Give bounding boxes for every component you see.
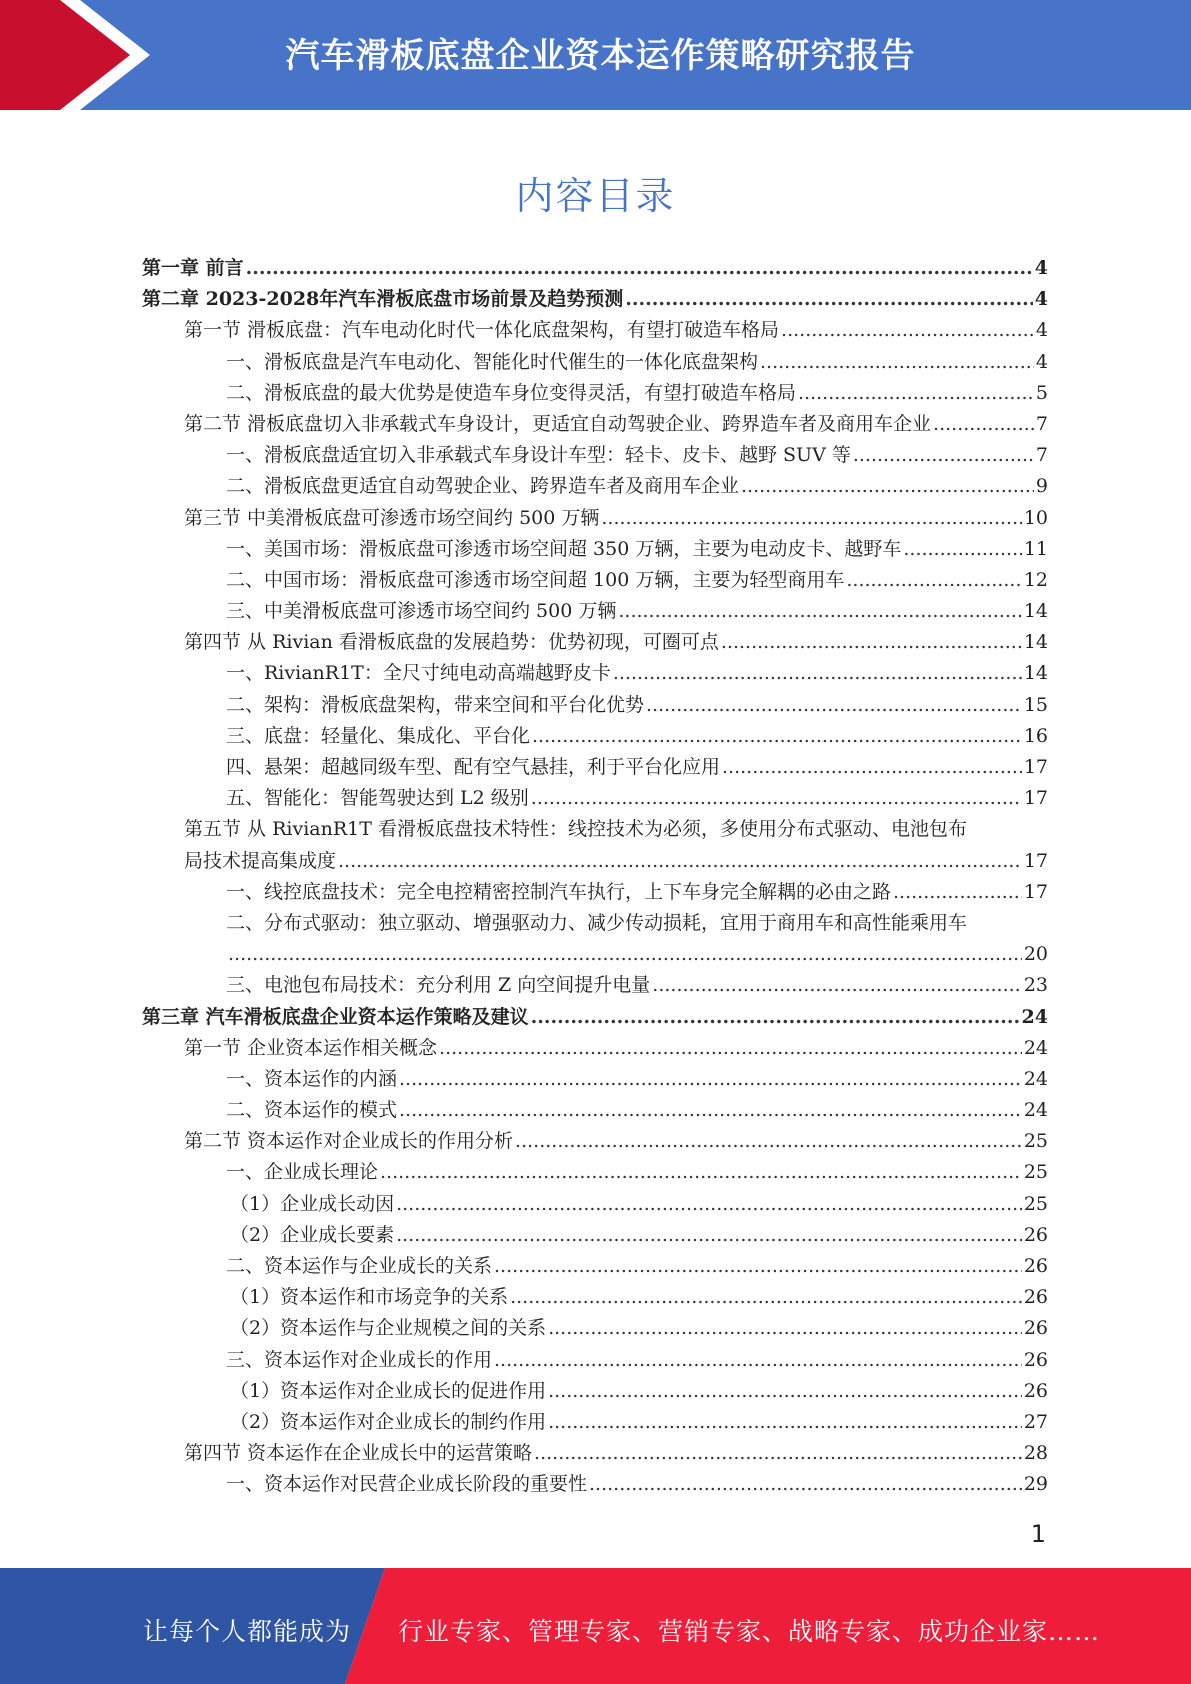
toc-dot-leader (532, 721, 1022, 752)
toc-entry[interactable] (142, 627, 1048, 658)
toc-entry[interactable] (142, 596, 1048, 627)
toc-entry-title: 一、RivianR1T：全尺寸纯电动高端越野皮卡 (226, 662, 611, 685)
toc-entry-title: 二、滑板底盘的最大优势是使造车身位变得灵活，有望打破造车格局 (226, 381, 797, 404)
toc-entry-title: 四、悬架：超越同级车型、配有空气悬挂，利于平台化应用 (226, 756, 721, 778)
toc-entry-page: 17 (1023, 756, 1048, 778)
toc-entry-title: 一、滑板底盘适宜切入非承载式车身设计车型：轻卡、皮卡、越野 SUV 等 (226, 444, 851, 467)
toc-entry-page: 17 (1023, 849, 1048, 872)
toc-entry-page: 25 (1023, 1161, 1048, 1184)
toc-entry-title: （1）企业成长动因 (230, 1192, 395, 1215)
toc-entry-title: 第三章 汽车滑板底盘企业资本运作策略及建议 (142, 1005, 529, 1028)
toc-entry-title: 二、滑板底盘更适宜自动驾驶企业、跨界造车者及商用车企业 (226, 475, 740, 498)
toc-dot-leader (246, 253, 1033, 284)
toc-entry-page: 26 (1023, 1223, 1048, 1246)
toc-entry-title: （2）企业成长要素 (230, 1223, 395, 1246)
toc-entry-page: 26 (1023, 1348, 1048, 1371)
toc-entry-page: 4 (1034, 257, 1048, 279)
toc-entry[interactable] (142, 877, 1048, 908)
toc-entry-page: 4 (1034, 288, 1048, 311)
toc-entry-page: 23 (1023, 974, 1048, 997)
toc-entry[interactable] (142, 534, 1048, 565)
toc-entry-page: 26 (1023, 1286, 1048, 1309)
toc-entry-page: 7 (1035, 444, 1048, 467)
toc-entry-page: 16 (1023, 724, 1048, 747)
toc-dot-leader (903, 534, 1021, 565)
toc-dot-leader (893, 877, 1022, 908)
toc-entry[interactable] (142, 1033, 1048, 1064)
toc-dot-leader (646, 690, 1022, 721)
toc-entry-title: 二、中国市场：滑板底盘可渗透市场空间超 100 万辆，主要为轻型商用车 (226, 568, 845, 591)
toc-entry-title-continued: 局技术提高集成度 (184, 849, 337, 872)
toc-entry[interactable] (142, 409, 1048, 440)
toc-entry[interactable] (142, 1064, 1048, 1095)
toc-entry-page: 25 (1023, 1192, 1048, 1215)
toc-heading: 内容目录 (515, 174, 676, 218)
toc-entry-title: 第二章 2023-2028年汽车滑板底盘市场前景及趋势预测 (142, 288, 624, 311)
toc-entry-title: （1）资本运作对企业成长的促进作用 (230, 1379, 547, 1402)
toc-entry[interactable] (142, 1157, 1048, 1188)
toc-entry-page: 20 (1023, 943, 1048, 966)
toc-entry[interactable] (142, 1095, 1048, 1126)
toc-entry[interactable] (142, 1313, 1048, 1344)
page-header (0, 0, 1191, 110)
toc-entry-title: 第五节 从 RivianR1T 看滑板底盘技术特性：线控技术为必须，多使用分布式驱动、电池包布 (184, 818, 967, 841)
toc-dot-leader (399, 1064, 1022, 1095)
toc-entry[interactable] (142, 1407, 1048, 1438)
toc-entry-title: 第二节 滑板底盘切入非承载式车身设计，更适宜自动驾驶企业、跨界造车者及商用车企业 (184, 412, 932, 435)
footer-slogan-right: 行业专家、管理专家、营销专家、战略专家、成功企业家…… (398, 1617, 1101, 1646)
toc-entry-page: 14 (1023, 662, 1048, 685)
page-footer (0, 1568, 1191, 1684)
toc-dot-leader (933, 409, 1034, 440)
toc-entry[interactable] (142, 503, 1048, 534)
toc-dot-leader (510, 1282, 1022, 1313)
toc-entry[interactable] (142, 658, 1048, 689)
toc-entry-page: 17 (1023, 787, 1048, 810)
toc-entry[interactable] (142, 1376, 1048, 1407)
toc-entry-title: 第一节 滑板底盘：汽车电动化时代一体化底盘架构，有望打破造车格局 (184, 319, 780, 342)
toc-entry-title: 第二节 资本运作对企业成长的作用分析 (184, 1130, 514, 1153)
toc-entry-page: 17 (1023, 880, 1048, 903)
toc-dot-leader (548, 1313, 1022, 1344)
toc-entry-page: 5 (1035, 381, 1048, 404)
toc-dot-leader (396, 1220, 1022, 1251)
toc-dot-leader (494, 1251, 1022, 1282)
toc-entry-page: 28 (1023, 1442, 1048, 1465)
toc-entry-page: 4 (1035, 350, 1048, 373)
toc-entry-page: 15 (1023, 693, 1048, 716)
toc-entry-page: 24 (1023, 1036, 1048, 1059)
toc-dot-leader (741, 471, 1034, 502)
toc-entry-page: 24 (1023, 1067, 1048, 1090)
toc-entry[interactable] (142, 1220, 1048, 1251)
toc-entry-page: 26 (1023, 1379, 1048, 1402)
toc-entry[interactable] (142, 1002, 1048, 1033)
toc-entry[interactable] (142, 1189, 1048, 1220)
toc-entry-title: 二、资本运作的模式 (226, 1099, 398, 1122)
toc-dot-leader (613, 658, 1022, 689)
toc-entry-title: 三、电池包布局技术：充分利用 Z 向空间提升电量 (226, 974, 651, 997)
toc-dot-leader (846, 565, 1021, 596)
toc-entry[interactable] (142, 1282, 1048, 1313)
toc-dot-leader (494, 1345, 1022, 1376)
toc-entry[interactable] (142, 783, 1048, 814)
toc-entry-page: 25 (1023, 1130, 1048, 1153)
toc-dot-leader (534, 1438, 1022, 1469)
toc-dot-leader (531, 783, 1022, 814)
toc-entry[interactable] (142, 315, 1048, 346)
toc-dot-leader (439, 1033, 1022, 1064)
toc-entry-page: 7 (1035, 412, 1048, 435)
toc-entry[interactable] (142, 970, 1048, 1001)
toc-entry-title: 第一章 前言 (142, 257, 244, 279)
table-of-contents (142, 253, 1048, 1501)
toc-entry-page: 11 (1023, 537, 1048, 560)
toc-entry-title: 一、资本运作对民营企业成长阶段的重要性 (226, 1473, 588, 1496)
toc-entry-title: （2）资本运作与企业规模之间的关系 (230, 1317, 547, 1340)
toc-entry-title: 三、中美滑板底盘可渗透市场空间约 500 万辆 (226, 600, 617, 623)
footer-slogan-left: 让每个人都能成为 (143, 1617, 352, 1646)
toc-dot-leader (515, 1126, 1022, 1157)
toc-entry-title: 第四节 资本运作在企业成长中的运营策略 (184, 1442, 533, 1465)
toc-entry[interactable] (142, 1345, 1048, 1376)
toc-entry-page: 29 (1023, 1473, 1048, 1496)
toc-entry[interactable] (142, 253, 1048, 284)
toc-entry-page: 9 (1035, 475, 1048, 498)
toc-dot-leader (531, 1002, 1020, 1033)
toc-dot-leader (853, 440, 1034, 471)
toc-entry[interactable] (142, 752, 1048, 783)
toc-entry[interactable] (142, 1126, 1048, 1157)
toc-entry[interactable] (142, 471, 1048, 502)
toc-entry[interactable] (142, 1438, 1048, 1469)
toc-dot-leader (722, 752, 1022, 783)
toc-entry-page: 26 (1023, 1317, 1048, 1340)
toc-dot-leader (798, 378, 1034, 409)
toc-dot-leader (618, 596, 1021, 627)
toc-dot-leader (228, 939, 1022, 970)
toc-entry-title: （2）资本运作对企业成长的制约作用 (230, 1410, 547, 1433)
toc-dot-leader (548, 1376, 1022, 1407)
toc-entry-title: 第一节 企业资本运作相关概念 (184, 1036, 438, 1059)
toc-dot-leader (338, 846, 1022, 877)
toc-entry-title: （1）资本运作和市场竞争的关系 (230, 1286, 509, 1309)
toc-entry-title: 五、智能化：智能驾驶达到 L2 级别 (226, 787, 529, 810)
toc-dot-leader (601, 503, 1021, 534)
toc-entry-title: 二、架构：滑板底盘架构，带来空间和平台化优势 (226, 693, 645, 716)
toc-entry[interactable] (142, 908, 1048, 970)
toc-entry-page: 10 (1023, 506, 1048, 529)
toc-entry[interactable] (142, 814, 1048, 876)
toc-dot-leader (760, 347, 1034, 378)
toc-entry-page: 14 (1023, 600, 1048, 623)
toc-entry-title: 第四节 从 Rivian 看滑板底盘的发展趋势：优势初现，可圈可点 (184, 631, 719, 654)
toc-entry-title: 一、资本运作的内涵 (226, 1067, 398, 1090)
toc-dot-leader (399, 1095, 1022, 1126)
toc-entry-page: 27 (1023, 1410, 1048, 1433)
toc-dot-leader (652, 970, 1022, 1001)
toc-dot-leader (781, 315, 1034, 346)
report-title: 汽车滑板底盘企业资本运作策略研究报告 (285, 36, 916, 76)
toc-entry[interactable] (142, 1251, 1048, 1282)
toc-entry[interactable] (142, 284, 1048, 315)
toc-entry-page: 26 (1023, 1255, 1048, 1277)
toc-entry-title: 三、底盘：轻量化、集成化、平台化 (226, 724, 531, 747)
toc-entry-page: 4 (1035, 319, 1048, 342)
toc-entry[interactable] (142, 1469, 1048, 1500)
toc-dot-leader (396, 1189, 1022, 1220)
toc-entry-page: 24 (1023, 1099, 1048, 1122)
toc-dot-leader (548, 1407, 1022, 1438)
toc-entry[interactable] (142, 721, 1048, 752)
toc-entry-title: 三、资本运作对企业成长的作用 (226, 1348, 493, 1371)
toc-entry-title: 一、滑板底盘是汽车电动化、智能化时代催生的一体化底盘架构 (226, 350, 759, 373)
page-number: 1 (1030, 1520, 1046, 1548)
toc-entry-title: 一、线控底盘技术：完全电控精密控制汽车执行，上下车身完全解耦的必由之路 (226, 880, 892, 903)
toc-entry-page: 12 (1023, 568, 1048, 591)
toc-entry[interactable] (142, 565, 1048, 596)
toc-dot-leader (625, 284, 1033, 315)
toc-entry[interactable] (142, 347, 1048, 378)
toc-entry-title: 第三节 中美滑板底盘可渗透市场空间约 500 万辆 (184, 506, 600, 529)
toc-entry-page: 14 (1023, 631, 1048, 654)
toc-entry-title: 二、分布式驱动：独立驱动、增强驱动力、减少传动损耗，宜用于商用车和高性能乘用车 (226, 911, 968, 934)
toc-entry[interactable] (142, 440, 1048, 471)
toc-entry-page: 24 (1021, 1005, 1048, 1028)
toc-dot-leader (721, 627, 1022, 658)
toc-entry-title: 一、美国市场：滑板底盘可渗透市场空间超 350 万辆，主要为电动皮卡、越野车 (226, 537, 902, 560)
toc-entry[interactable] (142, 690, 1048, 721)
toc-dot-leader (380, 1157, 1022, 1188)
toc-entry-title: 二、资本运作与企业成长的关系 (226, 1255, 493, 1277)
toc-entry-title: 一、企业成长理论 (226, 1161, 379, 1184)
toc-entry[interactable] (142, 378, 1048, 409)
toc-dot-leader (589, 1469, 1022, 1500)
